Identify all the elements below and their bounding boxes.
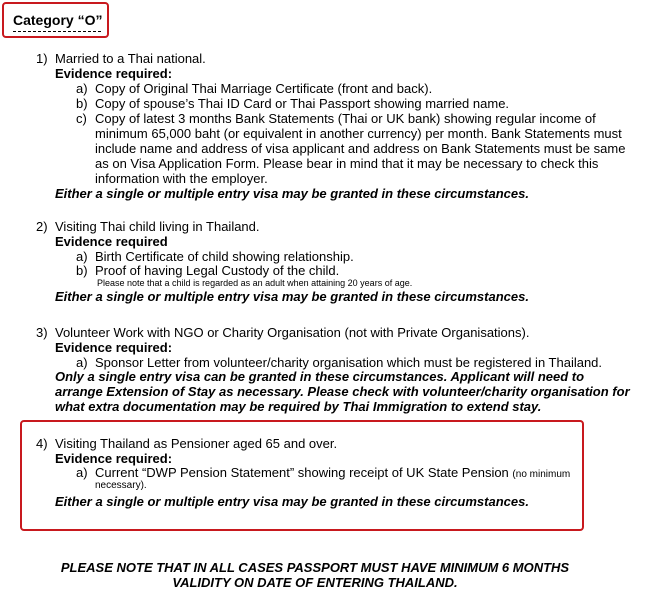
section-4-item-a-aside: (no minimum [512,469,571,480]
section-1-item-c-line: include name and address of visa applicant and address on Bank Statements must be same [95,141,626,156]
section-1-closing: Either a single or multiple entry visa may be granted in these circumstances. [55,186,529,201]
section-4-item-a-text [95,465,570,482]
section-4-heading: Visiting Thailand as Pensioner aged 65 and over. [55,436,338,451]
section-4-item-a-aside-continued: necessary). [95,480,147,491]
section-3-item-a-text: Sponsor Letter from volunteer/charity organisation which must be registered in Thailand. [95,355,603,370]
section-1-item-c-line: information with the employer. [95,171,268,186]
section-3-heading: Volunteer Work with NGO or Charity Organisation (not with Private Organisations). [55,325,530,340]
section-2-item-a-text: Birth Certificate of child showing relationship. [95,249,354,264]
section-2-closing: Either a single or multiple entry visa may be granted in these circumstances. [55,289,529,304]
section-4-evidence-label: Evidence required: [55,451,173,466]
section-1-item-c-line: minimum 65,000 baht (or equivalent in another currency) per month. Bank Statements must [95,126,622,141]
section-1-item-c-line: Copy of latest 3 months Bank Statements (Thai or UK bank) showing regular income of [95,111,596,126]
section-1-item-a-text: Copy of Original Thai Marriage Certificate (front and back). [95,81,433,96]
section-2-heading: Visiting Thai child living in Thailand. [55,219,260,234]
section-2-item-a-marker: a) [76,249,88,264]
section-1-evidence-label: Evidence required: [55,66,173,81]
section-4-number: 4) [36,436,48,451]
section-2-note: Please note that a child is regarded as an adult when attaining 20 years of age. [97,278,413,288]
section-3-closing-line: Only a single entry visa can be granted in these circumstances. Applicant will need to [55,369,585,384]
section-3-number: 3) [36,325,48,340]
section-2-number: 2) [36,219,48,234]
section-1-item-c-line: as on Visa Application Form. Please bear in mind that it may be necessary to check this [95,156,599,171]
section-4-item-a-main: Current “DWP Pension Statement” showing receipt of UK State Pension [95,465,509,480]
section-4-closing: Either a single or multiple entry visa may be granted in these circumstances. [55,494,529,509]
section-2-item-b-marker: b) [76,263,88,278]
final-note-line-1: PLEASE NOTE THAT IN ALL CASES PASSPORT MUST HAVE MINIMUM 6 MONTHS [60,560,570,575]
section-1-item-b-marker: b) [76,96,88,111]
section-3-closing-line: arrange Extension of Stay as necessary. Please check with volunteer/charity organisation for [55,384,630,399]
section-1-item-b-text: Copy of spouse’s Thai ID Card or Thai Passport showing married name. [95,96,510,111]
section-3-item-a-marker: a) [76,355,88,370]
category-title-underline [13,31,101,32]
section-3-closing-line: what extra documentation may be required by Thai Immigration to extend stay. [55,399,542,414]
category-title: Category “O” [13,12,103,28]
section-1-number: 1) [36,51,48,66]
section-1-heading: Married to a Thai national. [55,51,206,66]
section-1-item-a-marker: a) [76,81,88,96]
section-2-evidence-label: Evidence required [55,234,168,249]
section-2-item-b-text: Proof of having Legal Custody of the child. [95,263,340,278]
final-note-line-2: VALIDITY ON DATE OF ENTERING THAILAND. [172,575,458,590]
section-1-item-c-marker: c) [76,111,87,126]
section-4-item-a-marker: a) [76,465,88,480]
section-3-evidence-label: Evidence required: [55,340,173,355]
